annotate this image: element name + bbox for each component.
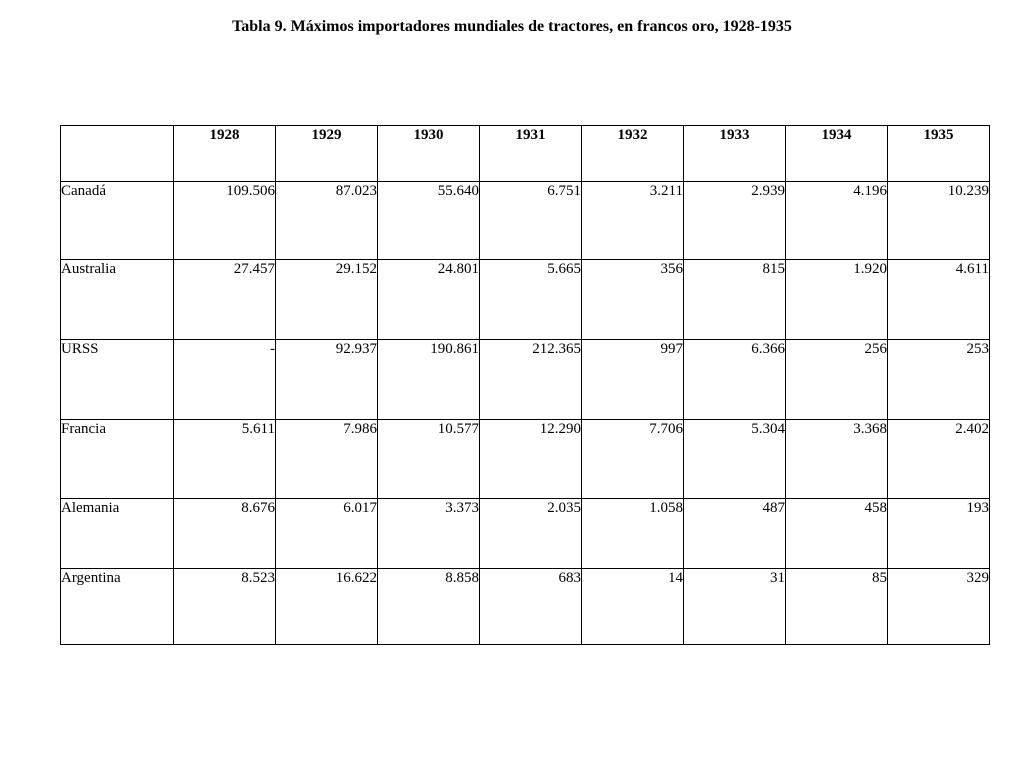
- value-cell: 4.611: [888, 260, 990, 340]
- value-cell: 10.239: [888, 182, 990, 260]
- table-row: [61, 260, 990, 340]
- year-header: 1933: [684, 126, 786, 182]
- value-cell: 12.290: [480, 420, 582, 499]
- corner-cell: [61, 126, 174, 182]
- value-cell: 85: [786, 569, 888, 645]
- year-header: 1929: [276, 126, 378, 182]
- value-cell: 683: [480, 569, 582, 645]
- year-header: 1932: [582, 126, 684, 182]
- value-cell: 458: [786, 499, 888, 569]
- table-row: [61, 569, 990, 645]
- value-cell: 87.023: [276, 182, 378, 260]
- value-cell: 29.152: [276, 260, 378, 340]
- value-cell: 14: [582, 569, 684, 645]
- value-cell: 1.058: [582, 499, 684, 569]
- value-cell: 24.801: [378, 260, 480, 340]
- value-cell: 5.611: [174, 420, 276, 499]
- value-cell: 5.304: [684, 420, 786, 499]
- value-cell: 356: [582, 260, 684, 340]
- value-cell: 16.622: [276, 569, 378, 645]
- table-row: [61, 182, 990, 260]
- value-cell: 2.402: [888, 420, 990, 499]
- value-cell: 487: [684, 499, 786, 569]
- year-header: 1930: [378, 126, 480, 182]
- country-cell: URSS: [61, 340, 174, 420]
- value-cell: 6.017: [276, 499, 378, 569]
- value-cell: 5.665: [480, 260, 582, 340]
- value-cell: 190.861: [378, 340, 480, 420]
- country-cell: Francia: [61, 420, 174, 499]
- value-cell: 7.986: [276, 420, 378, 499]
- value-cell: 8.523: [174, 569, 276, 645]
- value-cell: 1.920: [786, 260, 888, 340]
- value-cell: 256: [786, 340, 888, 420]
- header-row: [61, 126, 990, 182]
- value-cell: 2.035: [480, 499, 582, 569]
- table-row: [61, 340, 990, 420]
- value-cell: -: [174, 340, 276, 420]
- value-cell: 4.196: [786, 182, 888, 260]
- year-header: 1928: [174, 126, 276, 182]
- value-cell: 10.577: [378, 420, 480, 499]
- value-cell: 27.457: [174, 260, 276, 340]
- table-row: [61, 420, 990, 499]
- value-cell: 253: [888, 340, 990, 420]
- value-cell: 6.366: [684, 340, 786, 420]
- value-cell: 8.676: [174, 499, 276, 569]
- value-cell: 31: [684, 569, 786, 645]
- value-cell: 3.211: [582, 182, 684, 260]
- country-cell: Alemania: [61, 499, 174, 569]
- value-cell: 7.706: [582, 420, 684, 499]
- table-title: Tabla 9. Máximos importadores mundiales de tractores, en francos oro, 1928-1935: [232, 18, 792, 35]
- importers-table: [60, 125, 990, 645]
- value-cell: 3.368: [786, 420, 888, 499]
- country-cell: Argentina: [61, 569, 174, 645]
- value-cell: 193: [888, 499, 990, 569]
- country-cell: Australia: [61, 260, 174, 340]
- table-row: [61, 499, 990, 569]
- value-cell: 109.506: [174, 182, 276, 260]
- value-cell: 55.640: [378, 182, 480, 260]
- value-cell: 329: [888, 569, 990, 645]
- year-header: 1935: [888, 126, 990, 182]
- value-cell: 92.937: [276, 340, 378, 420]
- country-cell: Canadá: [61, 182, 174, 260]
- value-cell: 997: [582, 340, 684, 420]
- value-cell: 8.858: [378, 569, 480, 645]
- value-cell: 6.751: [480, 182, 582, 260]
- value-cell: 2.939: [684, 182, 786, 260]
- value-cell: 3.373: [378, 499, 480, 569]
- year-header: 1931: [480, 126, 582, 182]
- value-cell: 212.365: [480, 340, 582, 420]
- year-header: 1934: [786, 126, 888, 182]
- value-cell: 815: [684, 260, 786, 340]
